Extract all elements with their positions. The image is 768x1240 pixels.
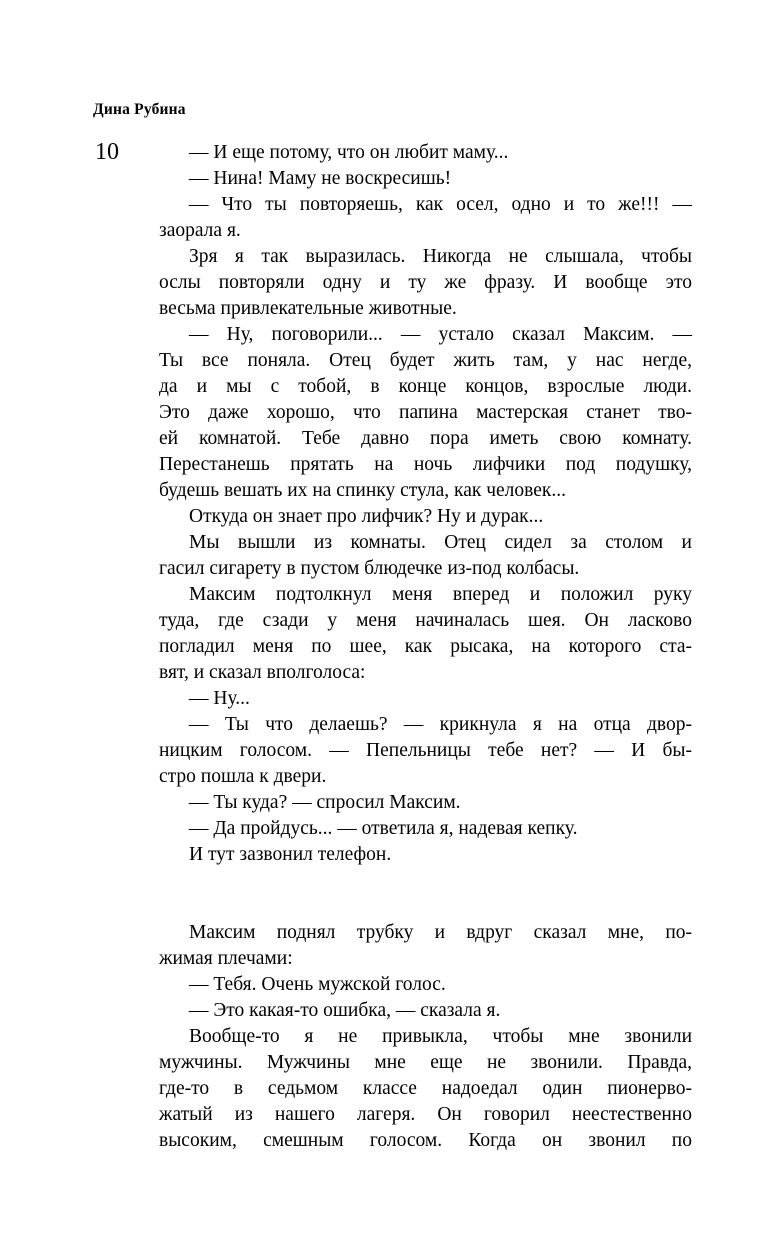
text-line: ницким голосом. — Пепельницы тебе нет? — И бы- — [159, 740, 692, 761]
text-line: мужчины. Мужчины мне еще не звонили. Правда, — [159, 1052, 692, 1073]
text-line: — Ну... — [189, 688, 250, 709]
text-line: И тут зазвонил телефон. — [189, 844, 392, 865]
text-line: — Нина! Маму не воскресишь! — [189, 168, 452, 189]
text-line: ослы повторяли одну и ту же фразу. И вообще это — [159, 272, 692, 293]
text-line: жимая плечами: — [159, 948, 293, 969]
text-line: — Тебя. Очень мужской голос. — [189, 974, 446, 995]
section-break — [159, 868, 692, 920]
text-line: погладил меня по шее, как рысака, на которого ста- — [159, 636, 692, 657]
text-line: вят, и сказал вполголоса: — [159, 662, 366, 683]
text-line: Перестанешь прятать на ночь лифчики под подушку, — [159, 454, 692, 475]
text-line: Это даже хорошо, что папина мастерская станет тво- — [159, 402, 692, 423]
text-line: ей комнатой. Тебе давно пора иметь свою комнату. — [159, 428, 692, 449]
running-header-author: Дина Рубина — [93, 101, 186, 118]
text-line: — Это какая-то ошибка, — сказала я. — [189, 1000, 501, 1021]
text-line: — Что ты повторяешь, как осел, одно и то же!!! — — [189, 194, 692, 215]
text-line: — Ты что делаешь? — крикнула я на отца двор- — [189, 714, 692, 735]
text-line: Мы вышли из комнаты. Отец сидел за столом и — [189, 532, 692, 553]
text-line: где-то в седьмом классе надоедал один пионерво- — [159, 1078, 692, 1099]
text-line: — Ты куда? — спросил Максим. — [189, 792, 461, 813]
text-line: — Да пройдусь... — ответила я, надевая кепку. — [189, 818, 578, 839]
text-line: — И еще потому, что он любит маму... — [189, 142, 509, 163]
page-number: 10 — [95, 139, 119, 165]
text-line: — Ну, поговорили... — устало сказал Максим. — — [189, 324, 692, 345]
text-line: высоким, смешным голосом. Когда он звонил по — [159, 1130, 692, 1151]
text-line: да и мы с тобой, в конце концов, взрослые люди. — [159, 376, 692, 397]
text-line: Ты все поняла. Отец будет жить там, у нас негде, — [159, 350, 692, 371]
text-line: заорала я. — [159, 220, 241, 241]
text-line: Зря я так выразилась. Никогда не слышала, чтобы — [189, 246, 692, 267]
body-text — [159, 140, 692, 1154]
text-line: гасил сигарету в пустом блюдечке из-под колбасы. — [159, 558, 580, 579]
text-line: туда, где сзади у меня начиналась шея. Он ласково — [159, 610, 692, 631]
text-line: стро пошла к двери. — [159, 766, 327, 787]
text-line: жатый из нашего лагеря. Он говорил неестественно — [159, 1104, 692, 1125]
text-line: весьма привлекательные животные. — [159, 298, 457, 319]
text-line: Максим поднял трубку и вдруг сказал мне, по- — [189, 922, 692, 943]
text-line: Вообще-то я не привыкла, чтобы мне звонили — [189, 1026, 692, 1047]
text-line: Максим подтолкнул меня вперед и положил руку — [189, 584, 692, 605]
text-line: Откуда он знает про лифчик? Ну и дурак... — [189, 506, 544, 527]
text-line: будешь вешать их на спинку стула, как человек... — [159, 480, 566, 501]
